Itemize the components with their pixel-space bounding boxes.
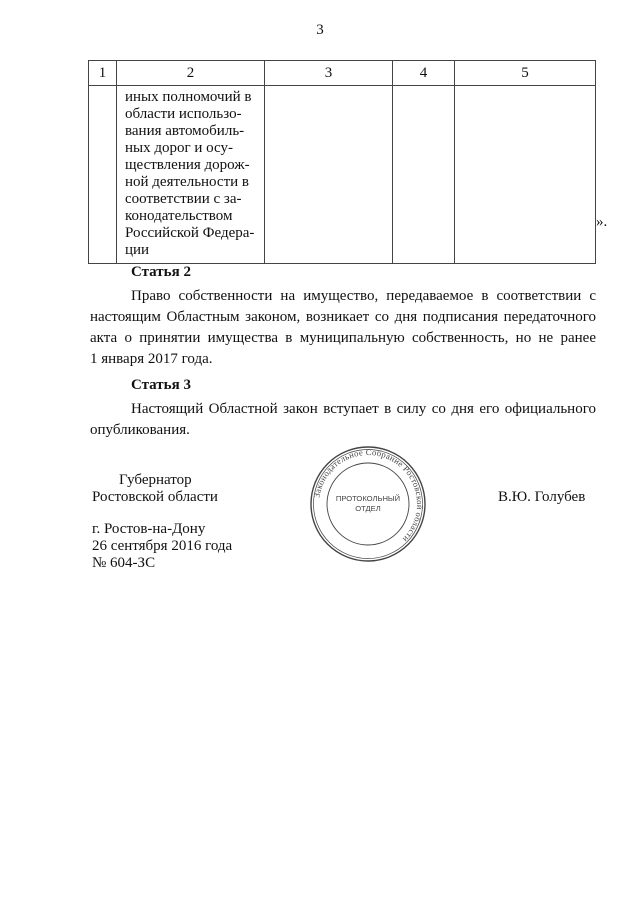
- governor-name: В.Ю. Голубев: [498, 489, 586, 505]
- article-2-heading: Статья 2: [131, 264, 191, 280]
- cell-line: ществления дорож-: [125, 157, 250, 173]
- stamp-center-line2: ОТДЕЛ: [355, 504, 381, 513]
- cell-line: ных дорог и осу-: [125, 140, 233, 156]
- table-cell-5: [455, 86, 596, 264]
- issue-city: г. Ростов-на-Дону: [92, 521, 206, 537]
- stamp-ring-text: Законодательное Собрание Ростовской области: [311, 446, 426, 545]
- paragraph-line: акта о принятии имущества в муниципальную собственность, но не ранее: [90, 330, 596, 346]
- continuation-table: [88, 60, 596, 264]
- stamp-center-line1: ПРОТОКОЛЬНЫЙ: [335, 494, 401, 503]
- paragraph-line: настоящим Областным законом, возникает со дня подписания передаточного: [90, 309, 596, 325]
- table-cell-4: [393, 86, 455, 264]
- table-header-cell: 3: [265, 61, 393, 86]
- cell-line: вания автомобиль-: [125, 123, 245, 139]
- article-3-text: [90, 399, 596, 441]
- closing-quote: ».: [596, 214, 608, 230]
- table-header-cell: 1: [89, 61, 117, 86]
- paragraph-line: Право собственности на имущество, передаваемое в соответствии с: [131, 288, 596, 304]
- cell-line: ной деятельности в: [125, 174, 250, 190]
- table-cell-1: [89, 86, 117, 264]
- governor-title: Губернатор: [119, 472, 192, 488]
- issue-date: 26 сентября 2016 года: [92, 538, 233, 554]
- table-row: [89, 86, 596, 264]
- cell-line: Российской Федера-: [125, 225, 255, 241]
- paragraph-line: 1 января 2017 года.: [90, 351, 213, 367]
- table-cell-3: [265, 86, 393, 264]
- table-header-cell: 4: [393, 61, 455, 86]
- table-header-row: [89, 61, 596, 86]
- table-cell-2: [117, 86, 265, 264]
- paragraph-line: опубликования.: [90, 422, 190, 438]
- law-number: № 604-ЗС: [92, 555, 156, 571]
- table-header-cell: 2: [117, 61, 265, 86]
- cell-line: ции: [125, 242, 150, 258]
- paragraph-line: Настоящий Областной закон вступает в силу со дня его официального: [131, 401, 596, 417]
- article-2-text: [90, 286, 596, 370]
- table-header-cell: 5: [455, 61, 596, 86]
- page-number: 3: [316, 22, 324, 38]
- official-stamp: [308, 444, 428, 564]
- cell-line: области использо-: [125, 106, 242, 122]
- cell-line: конодательством: [125, 208, 233, 224]
- cell-line: соответствии с за-: [125, 191, 242, 207]
- article-3-heading: Статья 3: [131, 377, 191, 393]
- governor-region: Ростовской области: [92, 489, 218, 505]
- cell-line: иных полномочий в: [125, 89, 252, 105]
